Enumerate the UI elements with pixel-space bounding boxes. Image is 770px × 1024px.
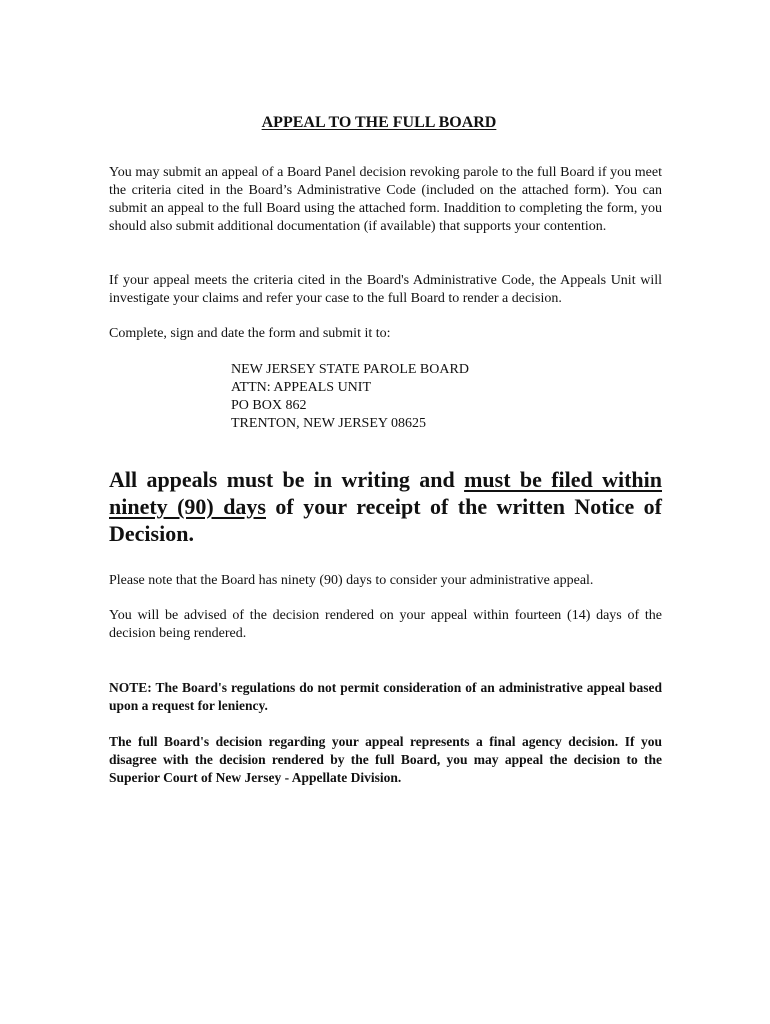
criteria-paragraph: If your appeal meets the criteria cited in the Board's Administrative Code, the Appeals Unit will investigate your claims and refer your case to the full Board to render a decision.	[109, 273, 662, 306]
intro-paragraph: You may submit an appeal of a Board Panel decision revoking parole to the full Board if you meet the criteria cited in the Board’s Administrative Code (included on the attached form). You can submit an appeal to the full Board using the attached form. Inaddition to completing the form, you should also submit additional documentation (if available) that supports your contention.	[109, 165, 662, 234]
mailing-address	[231, 361, 469, 433]
address-line-2: ATTN: APPEALS UNIT	[231, 380, 372, 395]
review-period-paragraph: Please note that the Board has ninety (90) days to consider your administrative appeal.	[109, 573, 594, 588]
deadline-notice-part-3: of your receipt of the written Notice of Decision.	[109, 494, 663, 546]
deadline-notice	[109, 466, 662, 547]
advisement-paragraph: You will be advised of the decision rendered on your appeal within fourteen (14) days of the decision being rendered.	[109, 608, 662, 641]
deadline-notice-underlined: must be filed within ninety (90) days	[109, 467, 662, 519]
address-line-3: PO BOX 862	[231, 398, 307, 413]
deadline-notice-part-1: All appeals must be in writing and	[109, 467, 465, 492]
final-decision-note: The full Board's decision regarding your appeal represents a final agency decision. If you disagree with the decision rendered by the full Board, you may appeal the decision to the Superior Court of New Jersey - Appellate Division.	[109, 734, 662, 785]
page-title: APPEAL TO THE FULL BOARD	[261, 114, 497, 131]
leniency-note: NOTE: The Board's regulations do not permit consideration of an administrative appeal based upon a request for leniency.	[109, 680, 662, 713]
submit-instructions: Complete, sign and date the form and submit it to:	[109, 326, 391, 341]
address-line-1: NEW JERSEY STATE PAROLE BOARD	[231, 362, 469, 377]
address-line-4: TRENTON, NEW JERSEY 08625	[231, 416, 426, 431]
